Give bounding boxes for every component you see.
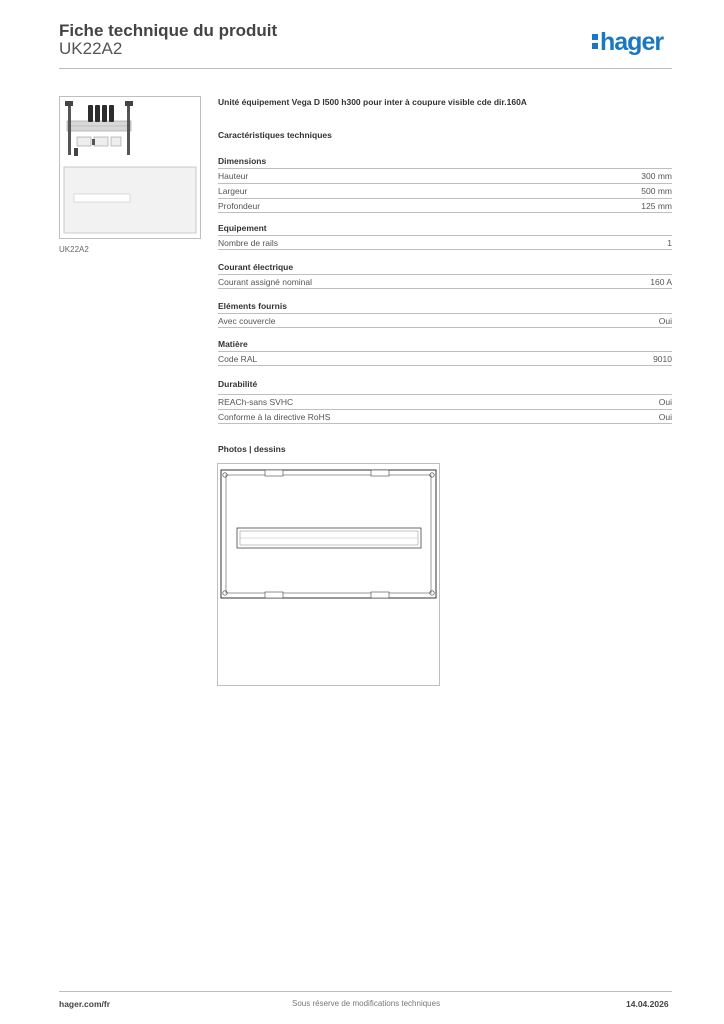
section-dimensions: Dimensions (218, 156, 267, 166)
spec-key: Avec couvercle (218, 316, 276, 326)
spec-value: 125 mm (641, 201, 672, 211)
spec-row-hauteur (218, 168, 672, 183)
product-photo-icon (60, 97, 200, 238)
front-view-drawing-icon (218, 464, 439, 685)
product-image (59, 96, 201, 239)
footer-divider (59, 991, 672, 992)
spec-key: Nombre de rails (218, 238, 278, 248)
footer-website-link[interactable]: hager.com/fr (59, 999, 111, 1009)
spec-value: 500 mm (641, 186, 672, 196)
section-equipement: Equipement (218, 223, 267, 233)
spec-row-courant-nominal (218, 274, 672, 289)
spec-row-reach (218, 394, 672, 409)
spec-value: 160 A (650, 277, 672, 287)
specs-title: Caractéristiques techniques (218, 130, 332, 140)
spec-key: Largeur (218, 186, 248, 196)
section-elements-fournis: Eléments fournis (218, 301, 287, 311)
logo-dots-icon (592, 31, 599, 51)
header-divider (59, 68, 672, 69)
spec-row-code-ral (218, 351, 672, 366)
spec-key: Profondeur (218, 201, 261, 211)
spec-row-couvercle (218, 313, 672, 328)
section-durabilite: Durabilité (218, 379, 258, 389)
spec-value: 1 (667, 238, 672, 248)
product-image-caption: UK22A2 (59, 245, 89, 254)
spec-value: Oui (658, 412, 672, 422)
spec-value: 9010 (653, 354, 672, 364)
footer-date: 14.04.2026 (626, 999, 669, 1009)
spec-value: Oui (658, 316, 672, 326)
logo-text: hager (600, 28, 664, 56)
spec-key: Conforme à la directive RoHS (218, 412, 331, 422)
spec-row-rohs (218, 409, 672, 424)
page-title: Fiche technique du produit (59, 21, 278, 40)
spec-row-largeur (218, 183, 672, 198)
hager-logo (592, 28, 663, 57)
spec-key: Courant assigné nominal (218, 277, 313, 287)
section-matiere: Matière (218, 339, 248, 349)
technical-drawing (217, 463, 440, 686)
spec-key: Hauteur (218, 171, 249, 181)
product-description: Unité équipement Vega D l500 h300 pour inter à coupure visible cde dir.160A (218, 97, 527, 107)
spec-key: Code RAL (218, 354, 258, 364)
spec-row-nombre-rails (218, 235, 672, 250)
section-courant-electrique: Courant électrique (218, 262, 294, 272)
spec-value: Oui (658, 397, 672, 407)
spec-row-profondeur (218, 198, 672, 213)
footer-disclaimer: Sous réserve de modifications techniques (292, 999, 441, 1008)
product-reference: UK22A2 (59, 39, 123, 58)
spec-value: 300 mm (641, 171, 672, 181)
spec-key: REACh-sans SVHC (218, 397, 294, 407)
photos-title: Photos | dessins (218, 444, 286, 454)
